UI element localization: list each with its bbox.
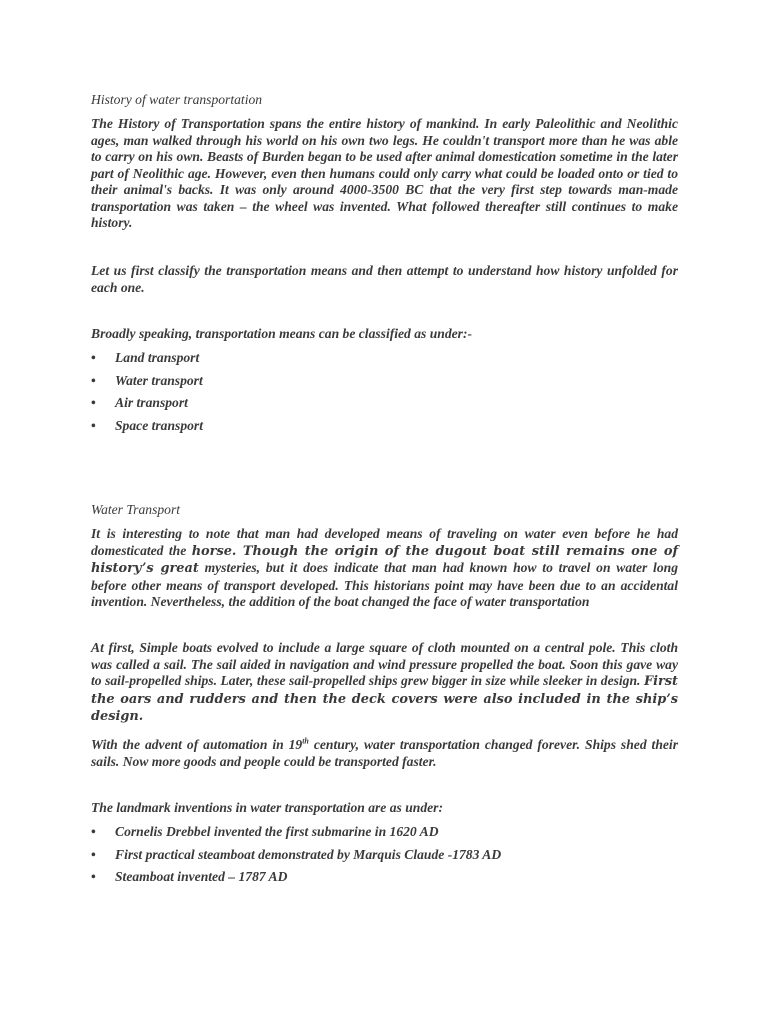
transport-types-list (91, 350, 203, 440)
list-item (91, 350, 203, 373)
bullet-icon: • (91, 372, 96, 388)
invention-label: Steamboat invented – 1787 AD (115, 869, 288, 884)
water-p1-part-a: It is interesting to note that man had developed means of traveling on water even before he had domesticated the (91, 526, 678, 558)
list-item (91, 869, 501, 892)
list-item (91, 418, 203, 441)
list-item (91, 824, 501, 847)
transport-type-label: Land transport (115, 350, 200, 365)
bullet-icon: • (91, 869, 96, 884)
invention-label: Cornelis Drebbel invented the first submarine in 1620 AD (115, 824, 439, 839)
bullet-icon: • (91, 417, 96, 433)
invention-label: First practical steamboat demonstrated by Marquis Claude -1783 AD (115, 846, 502, 862)
intro-paragraph: The History of Transportation spans the entire history of mankind. In early Paleolithic and Neolithic ages, man walked through his world on his own two legs. He couldn't transport more than he was able to carry on his own. Beasts of Burden began to be used after animal domestication sometime in the later part of Neolithic age. However, even then humans could only carry what could be loaded onto or tied to their animal's backs. It was only around 4000-3500 BC that the very first step towards man-made transportation was taken – the wheel was invented. What followed thereafter still continues to make history. (91, 116, 678, 230)
water-p2-part-a: At first, Simple boats evolved to include a large square of cloth mounted on a central pole. This cloth was called a sail. The sail aided in navigation and wind pressure propelled the boat. Soon this gave way to sail-propelled ships. Later, these sail-propelled ships grew bigger in size while sleeker in design. (91, 640, 678, 688)
water-paragraph-1 (91, 526, 678, 611)
list-item (91, 373, 203, 396)
bullet-icon: • (91, 350, 96, 365)
broadly-paragraph: Broadly speaking, transportation means can be classified as under:- (91, 326, 473, 341)
transport-type-label: Air transport (115, 395, 188, 410)
automation-part-b: century, water transportation changed forever. Ships shed their sails. Now more goods and people could be transported faster. (91, 737, 678, 769)
landmark-intro: The landmark inventions in water transportation are as under: (91, 800, 443, 815)
bullet-icon: • (91, 824, 96, 839)
inventions-list (91, 824, 501, 892)
classify-paragraph: Let us first classify the transportation means and then attempt to understand how history unfolded for each one. (91, 263, 678, 295)
list-item (91, 395, 203, 418)
water-p1-part-b: horse. Though the origin of the dugout boat still remains one of history’s great (91, 543, 678, 576)
bullet-icon: • (91, 395, 96, 410)
automation-part-a: With the advent of automation in 19 (91, 737, 303, 752)
ordinal-suffix: th (302, 736, 309, 746)
water-p2-part-b: First the oars and rudders and then the deck covers were also included in the ship’s design. (91, 674, 678, 724)
water-paragraph-2 (91, 640, 678, 726)
water-transport-heading: Water Transport (91, 502, 181, 517)
transport-type-label: Space transport (115, 417, 203, 433)
document-title: History of water transportation (91, 92, 263, 107)
transport-type-label: Water transport (115, 372, 203, 388)
list-item (91, 847, 501, 870)
automation-paragraph (91, 737, 678, 770)
bullet-icon: • (91, 846, 96, 862)
water-p1-part-c: mysteries, but it does indicate that man had known how to travel on water long before other means of transport developed. This historians point may have been due to an accidental invention. Nevertheless, the addition of the boat changed the face of water transportation (91, 560, 678, 609)
